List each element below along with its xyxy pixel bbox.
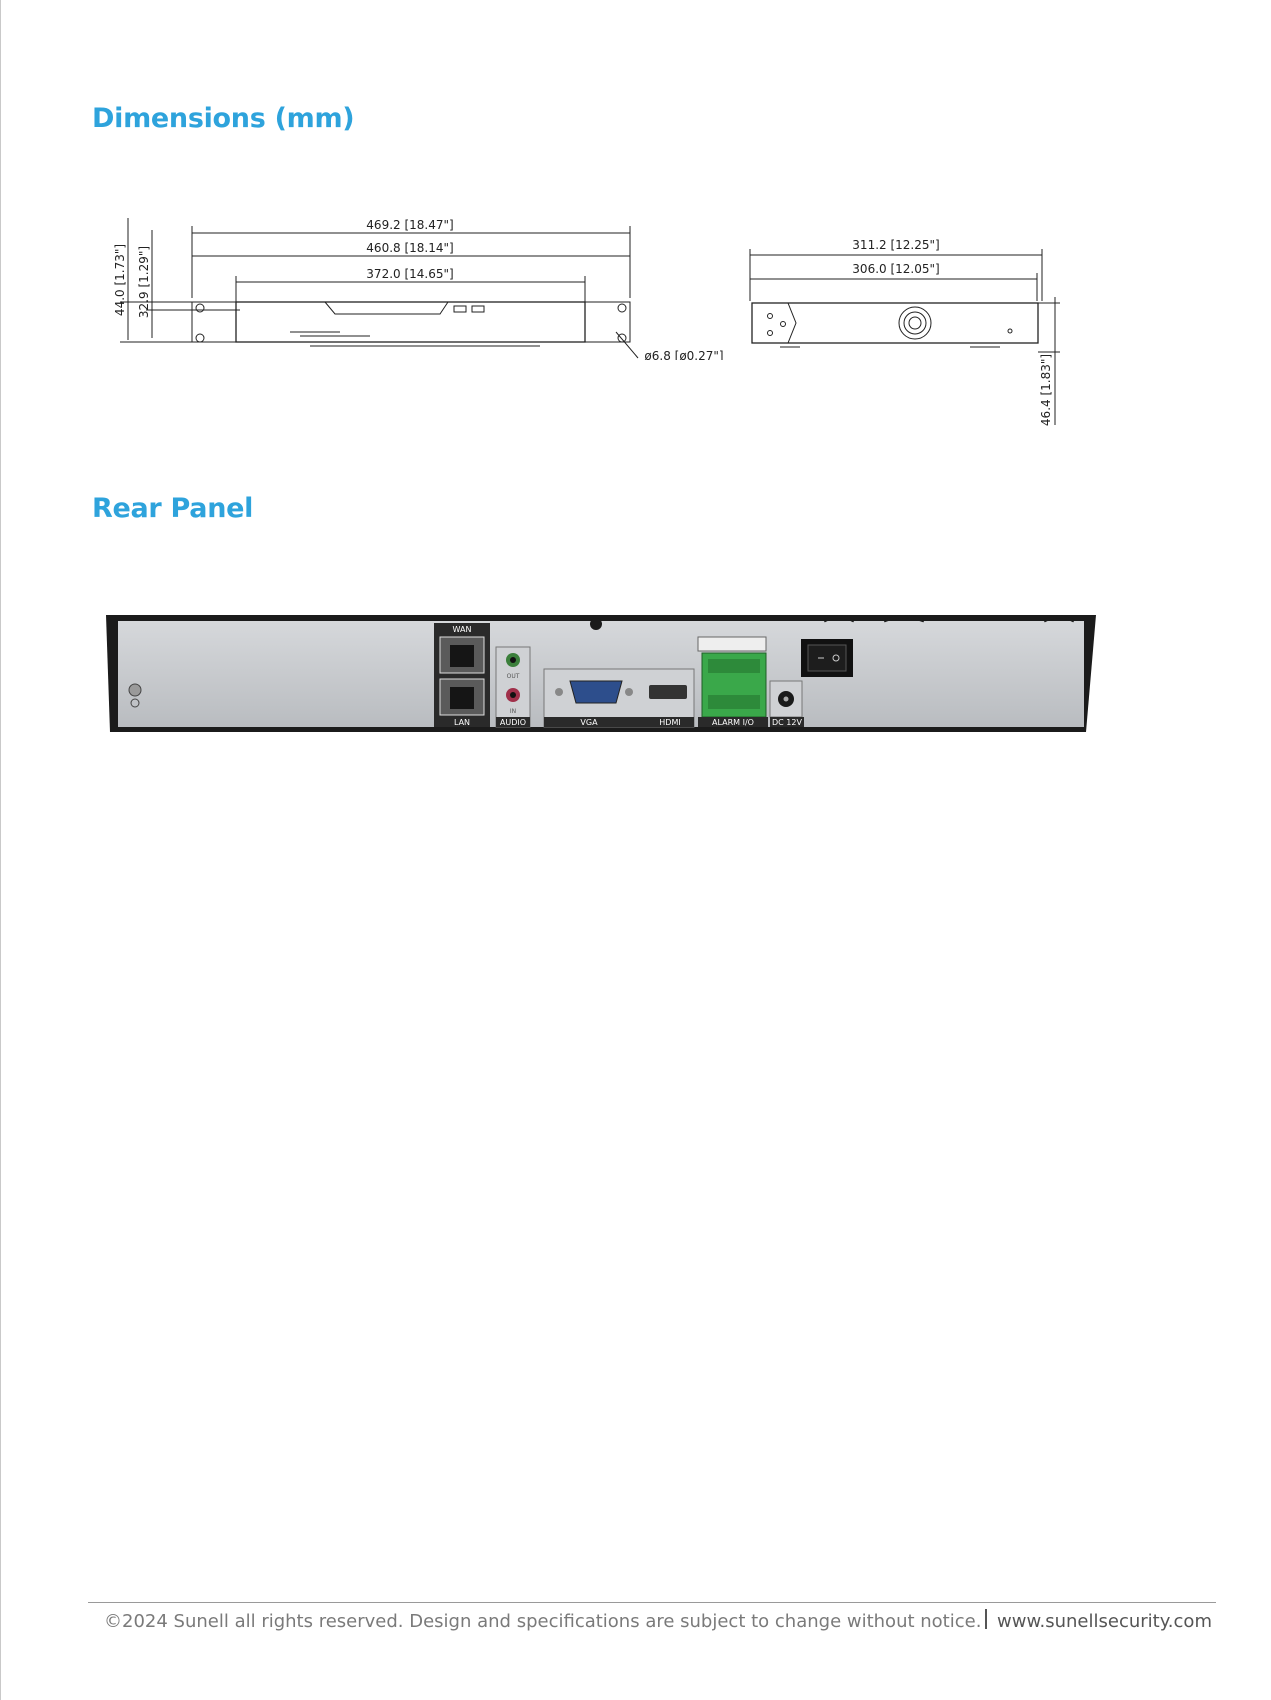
dc-12v-label: DC 12V: [772, 718, 802, 727]
dim-306-label: 306.0 [12.05"]: [852, 262, 940, 276]
audio-in-label: IN: [509, 708, 517, 715]
audio-out-label: OUT: [506, 673, 520, 680]
footer-copyright: ©2024 Sunell all rights reserved. Design and specifications are subject to change without notice.: [104, 1611, 982, 1632]
height-body-label: 32.9 [1.29"]: [137, 245, 151, 319]
footer-rule: [88, 1602, 1216, 1603]
wan-label: WAN: [452, 625, 472, 634]
rear-panel-image: [104, 607, 1100, 737]
page-edge-rule: [0, 0, 1, 1700]
dim-311-label: 311.2 [12.25"]: [852, 238, 940, 252]
hole-diameter-label: ø6.8 [ø0.27"]: [644, 349, 724, 360]
side-height-label: 46.4 [1.83"]: [1039, 353, 1053, 427]
lan-label: LAN: [453, 718, 471, 727]
alarm-io-label: ALARM I/O: [712, 718, 754, 727]
front-dimension-drawing: [110, 210, 760, 360]
footer-separator: [985, 1609, 987, 1629]
vga-label: VGA: [580, 718, 598, 727]
dim-372-label: 372.0 [14.65"]: [366, 267, 454, 281]
rear-panel-heading: Rear Panel: [92, 493, 254, 524]
side-dimension-drawing: [740, 225, 1070, 435]
dimensions-heading: Dimensions (mm): [92, 103, 355, 134]
audio-label: AUDIO: [499, 718, 527, 727]
footer-website-link[interactable]: www.sunellsecurity.com: [997, 1611, 1212, 1632]
hdmi-label: HDMI: [659, 718, 681, 727]
height-total-label: 44.0 [1.73"]: [113, 243, 127, 317]
dim-460-label: 460.8 [18.14"]: [366, 241, 454, 255]
dim-469-label: 469.2 [18.47"]: [366, 218, 454, 232]
